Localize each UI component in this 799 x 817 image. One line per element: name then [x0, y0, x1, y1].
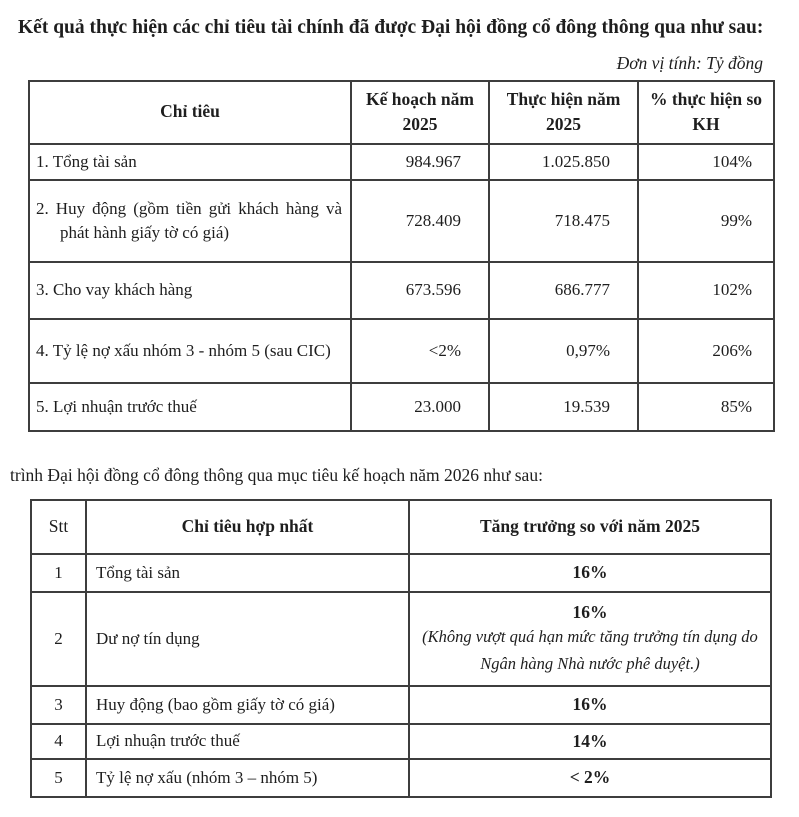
- table-row: [31, 686, 771, 724]
- table-row: [29, 319, 774, 383]
- header-plan-2025: Kế hoạch năm 2025: [351, 81, 489, 144]
- growth-cell: [409, 759, 771, 797]
- plan-value: 984.967: [351, 144, 489, 180]
- growth-cell: [409, 724, 771, 759]
- metric-label: 3. Cho vay khách hàng: [29, 262, 351, 319]
- pct-value: 104%: [638, 144, 774, 180]
- metric-label: 1. Tổng tài sản: [29, 144, 351, 180]
- table-header-row: [31, 500, 771, 554]
- financial-results-table: [28, 80, 775, 432]
- header-growth-vs-2025: Tăng trưởng so với năm 2025: [409, 500, 771, 554]
- actual-value: 1.025.850: [489, 144, 638, 180]
- plan-value: <2%: [351, 319, 489, 383]
- growth-value: 16%: [572, 562, 608, 583]
- header-stt: Stt: [31, 500, 86, 554]
- table-header-row: [29, 81, 774, 144]
- row-number: 4: [31, 724, 86, 759]
- table-row: [31, 759, 771, 797]
- metric-label: Huy động (bao gồm giấy tờ có giá): [86, 686, 409, 724]
- growth-value: 16%: [572, 601, 608, 622]
- table-row: [29, 144, 774, 180]
- table-row: [29, 180, 774, 262]
- growth-cell: [409, 686, 771, 724]
- plan-value: 23.000: [351, 383, 489, 431]
- table-row: [29, 383, 774, 431]
- metric-label: Dư nợ tín dụng: [86, 592, 409, 686]
- plan-2026-intro: trình Đại hội đồng cổ đông thông qua mục tiêu kế hoạch năm 2026 như sau:: [10, 464, 543, 485]
- actual-value: 686.777: [489, 262, 638, 319]
- actual-value: 0,97%: [489, 319, 638, 383]
- table-row: [31, 592, 771, 686]
- unit-note: Đơn vị tính: Tỷ đồng: [616, 52, 763, 73]
- metric-label: Lợi nhuận trước thuế: [86, 724, 409, 759]
- metric-label: Tỷ lệ nợ xấu (nhóm 3 – nhóm 5): [86, 759, 409, 797]
- growth-note: (Không vượt quá hạn mức tăng trưởng tín dụng do Ngân hàng Nhà nước phê duyệt.): [422, 626, 758, 673]
- growth-cell: [409, 592, 771, 686]
- row-number: 5: [31, 759, 86, 797]
- table-row: [29, 262, 774, 319]
- header-indicator: Chỉ tiêu: [29, 81, 351, 144]
- pct-value: 102%: [638, 262, 774, 319]
- plan-value: 728.409: [351, 180, 489, 262]
- header-consolidated-indicator: Chỉ tiêu hợp nhất: [86, 500, 409, 554]
- plan-2026-table: [30, 499, 772, 798]
- growth-value: 16%: [572, 694, 608, 715]
- growth-value: 14%: [572, 730, 608, 751]
- growth-value: < 2%: [569, 767, 611, 788]
- table-row: [31, 554, 771, 592]
- pct-value: 85%: [638, 383, 774, 431]
- row-number: 2: [31, 592, 86, 686]
- table-row: [31, 724, 771, 759]
- actual-value: 19.539: [489, 383, 638, 431]
- document-title: Kết quả thực hiện các chỉ tiêu tài chính đã được Đại hội đồng cổ đông thông qua như sau:: [18, 17, 764, 38]
- metric-label: Tổng tài sản: [86, 554, 409, 592]
- plan-value: 673.596: [351, 262, 489, 319]
- pct-value: 99%: [638, 180, 774, 262]
- row-number: 3: [31, 686, 86, 724]
- metric-label: 4. Tỷ lệ nợ xấu nhóm 3 - nhóm 5 (sau CIC): [29, 319, 351, 383]
- metric-label: 2. Huy động (gồm tiền gửi khách hàng và phát hành giấy tờ có giá): [29, 180, 351, 262]
- header-pct-vs-plan: % thực hiện so KH: [638, 81, 774, 144]
- metric-label: 5. Lợi nhuận trước thuế: [29, 383, 351, 431]
- header-actual-2025: Thực hiện năm 2025: [489, 81, 638, 144]
- actual-value: 718.475: [489, 180, 638, 262]
- growth-cell: [409, 554, 771, 592]
- row-number: 1: [31, 554, 86, 592]
- pct-value: 206%: [638, 319, 774, 383]
